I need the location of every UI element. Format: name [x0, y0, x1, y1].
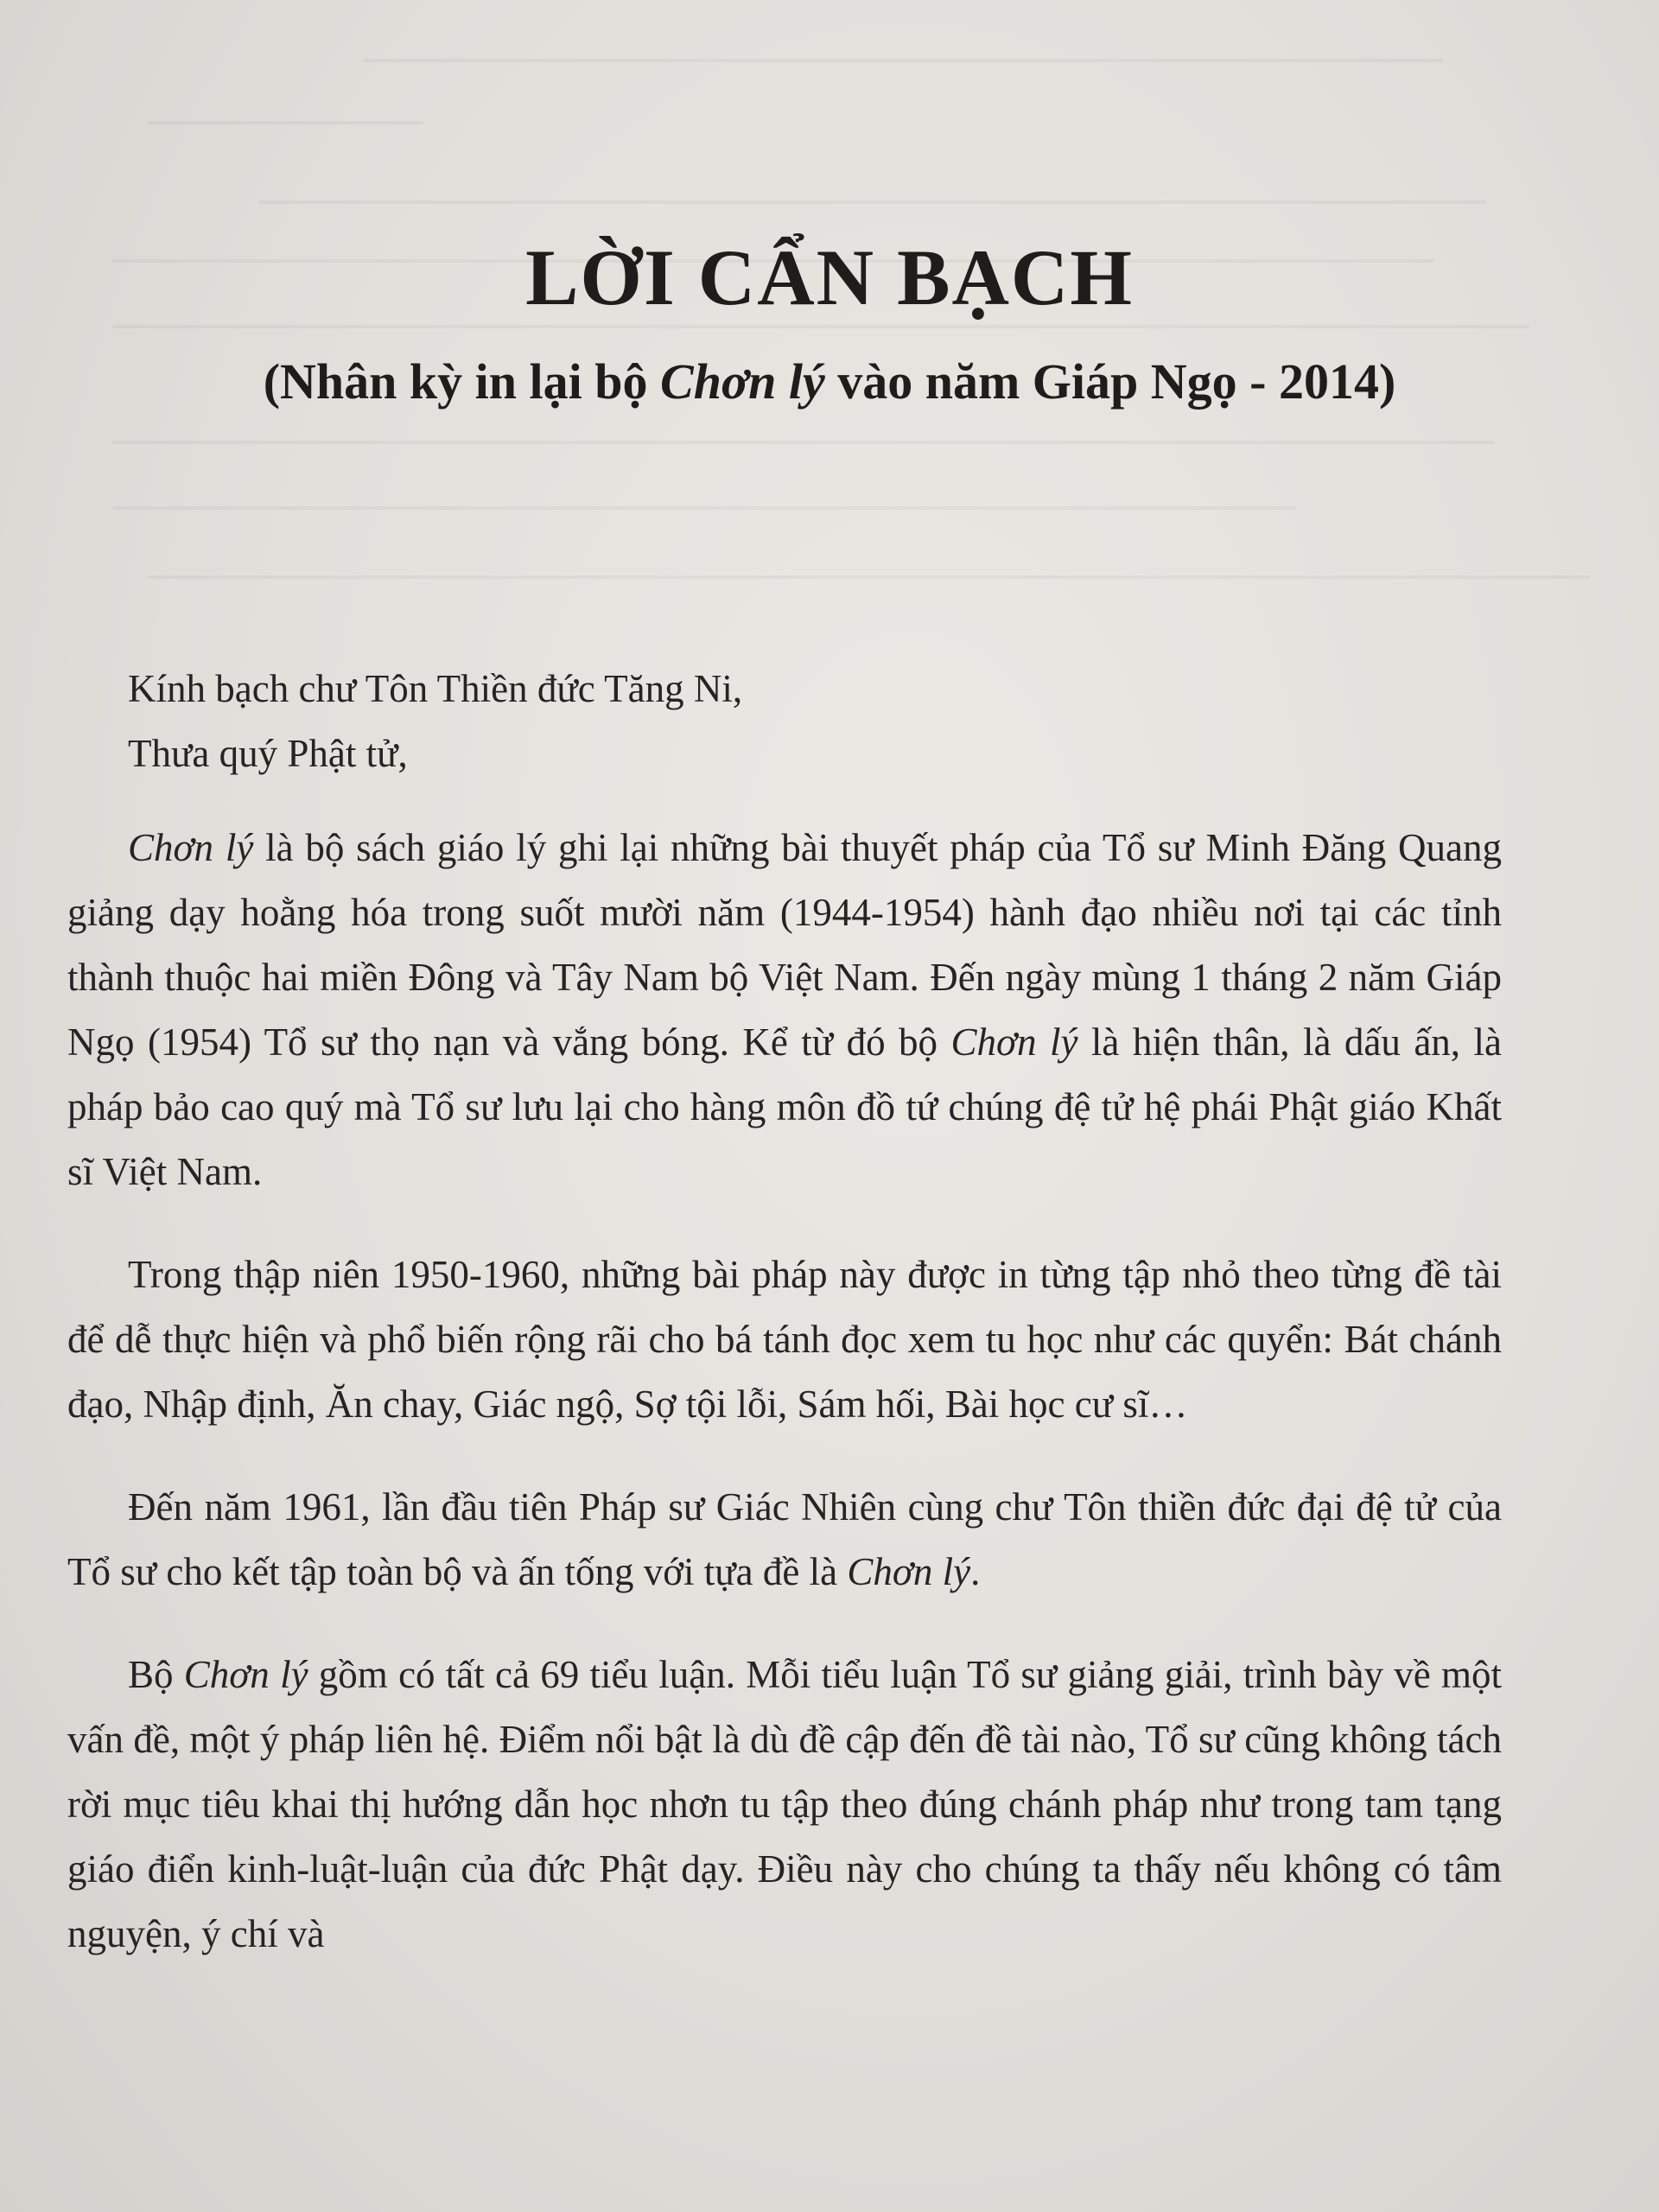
subtitle-book-title: Chơn lý — [660, 353, 825, 410]
paragraph-text: Bộ — [128, 1653, 184, 1696]
salutation-line: Thưa quý Phật tử, — [128, 732, 408, 775]
page-title: LỜI CẨN BẠCH — [525, 233, 1134, 321]
subtitle-prefix: (Nhân kỳ in lại bộ — [263, 353, 661, 410]
bleed-through-line — [259, 200, 1486, 204]
paragraph-text: . — [970, 1550, 981, 1593]
bleed-through-line — [363, 59, 1443, 62]
bleed-through-line — [147, 121, 423, 124]
letter-body — [67, 657, 1502, 1967]
paragraph-2: Trong thập niên 1950-1960, những bài pháp này được in từng tập nhỏ theo từng đề tài để dễ thực hiện và phổ biến rộng rãi cho bá tánh đọc xem tu học như các quyển: Bát chánh đạo, Nhập định, Ăn chay, Giác ngộ, Sợ tội lỗi, Sám hối, Bài học cư sĩ… — [67, 1253, 1502, 1426]
bleed-through-line — [112, 325, 1529, 328]
book-title: Chơn lý — [183, 1653, 308, 1696]
bleed-through-line — [112, 506, 1296, 510]
paragraph-1 — [67, 816, 1502, 1205]
salutation-line: Kính bạch chư Tôn Thiền đức Tăng Ni, — [128, 667, 743, 710]
book-title: Chơn lý — [128, 826, 254, 869]
paragraph-text: là hiện thân, là dấu ấn, là pháp bảo cao quý mà Tổ sư lưu lại cho hàng môn đồ tứ chúng đệ tử hệ phái Phật giáo Khất sĩ Việt Nam. — [67, 1020, 1502, 1193]
paragraph-4 — [67, 1643, 1502, 1967]
book-title: Chơn lý — [950, 1020, 1078, 1064]
subtitle-suffix: vào năm Giáp Ngọ - 2014) — [824, 353, 1396, 410]
page-subtitle — [0, 353, 1659, 410]
paragraph-3 — [67, 1475, 1502, 1605]
bleed-through-line — [112, 441, 1495, 444]
paragraph-text: là bộ sách giáo lý ghi lại những bài thuyết pháp của Tổ sư Minh Đăng Quang giảng dạy hoằng hóa trong suốt mười năm (1944-1954) hành đạo nhiều nơi tại các tỉnh thành thuộc hai miền Đông và Tây Nam bộ Việt Nam. Đến ngày mùng 1 tháng 2 năm Giáp Ngọ (1954) Tổ sư thọ nạn và vắng bóng. Kể từ đó bộ — [67, 826, 1502, 1064]
paragraph-text: Đến năm 1961, lần đầu tiên Pháp sư Giác Nhiên cùng chư Tôn thiền đức đại đệ tử của Tổ sư cho kết tập toàn bộ và ấn tống với tựa đề là — [67, 1485, 1502, 1593]
bleed-through-line — [147, 575, 1590, 579]
paragraph-text: gồm có tất cả 69 tiểu luận. Mỗi tiểu luận Tổ sư giảng giải, trình bày về một vấn đề, một ý pháp liên hệ. Điểm nổi bật là dù đề cập đến đề tài nào, Tổ sư cũng không tách rời mục tiêu khai thị hướng dẫn học nhơn tu tập theo đúng chánh pháp như trong tam tạng giáo điển kinh-luật-luận của đức Phật dạy. Điều này cho chúng ta thấy nếu không có tâm nguyện, ý chí và — [67, 1653, 1502, 1955]
book-title: Chơn lý — [847, 1550, 971, 1593]
